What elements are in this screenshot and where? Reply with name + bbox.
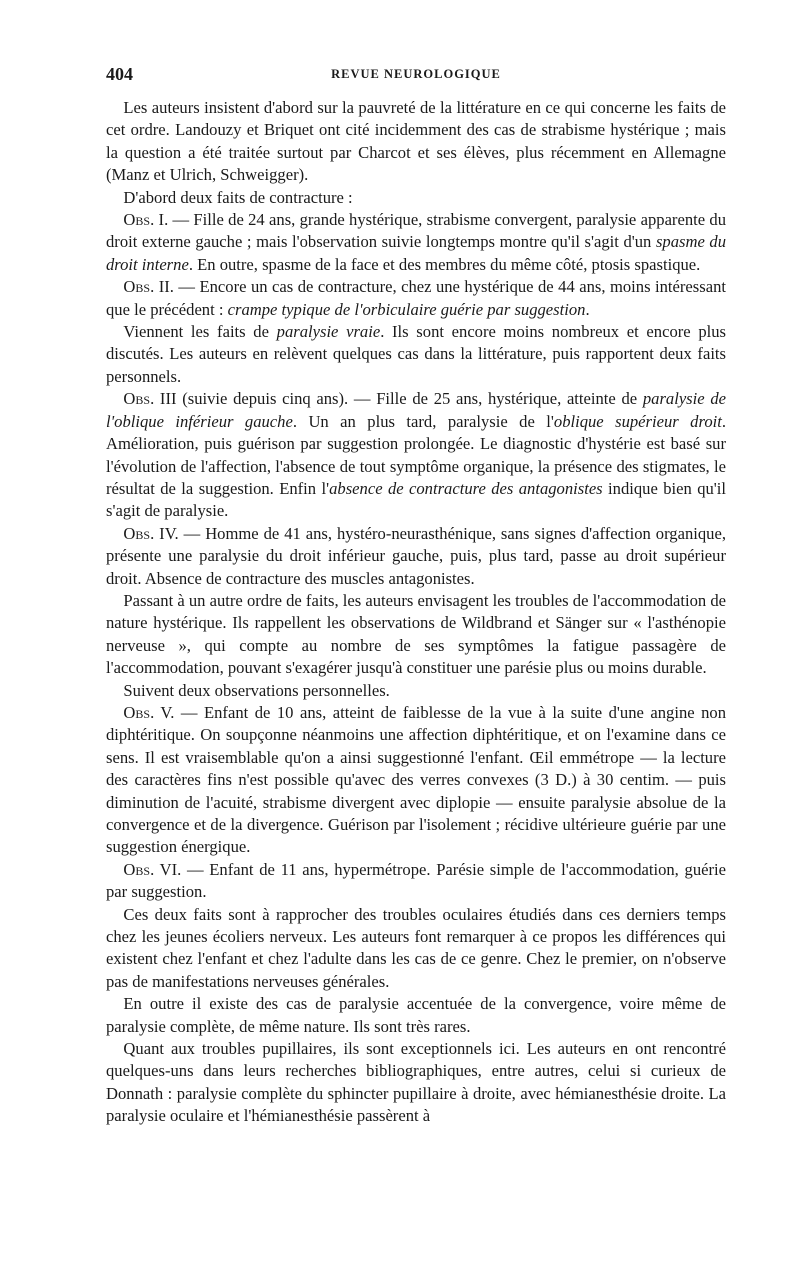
- paragraph-convergence: En outre il existe des cas de paralysie accentuée de la convergence, voire même de paralysie complète, de même nature. Ils sont très rares.: [106, 994, 726, 1036]
- obs-label: Obs. IV.: [123, 523, 179, 543]
- running-head: REVUE NEUROLOGIQUE: [331, 67, 501, 81]
- observation-1: Obs. I. — Fille de 24 ans, grande hystérique, strabisme convergent, paralysie apparente du droit externe gauche ; mais l'observation suivie longtemps montre qu'il s'agit d'un spasme du droit interne. En outre, spasme de la face et des membres du même côté, ptosis spastique.: [106, 210, 726, 274]
- paragraph-accommodation: Passant à un autre ordre de faits, les auteurs envisagent les troubles de l'accommodation de nature hystérique. Ils rappellent les observations de Wildbrand et Sänger sur « l'asthénopie nerveuse », qui compte au nombre de ses symptômes la fatigue passagère de l'accommodation, pouvant s'exagérer jusqu'à constituer une parésie plus ou moins durable.: [106, 590, 726, 678]
- observation-5: Obs. V. — Enfant de 10 ans, atteint de faiblesse de la vue à la suite d'une angine non diphtéritique. On soupçonne néanmoins une affection diphtéritique, et on l'examine dans ce sens. Il est vraisemblable qu'on a ainsi suggestionné l'enfant. Œil emmétrope — la lecture des caractères fins n'est possible qu'avec des verres convexes (3 D.) à 30 centim. — puis diminution de l'acuité, strabisme divergent avec diplopie — ensuite paralysie absolue de la convergence et de la divergence. Guérison par l'isolement ; récidive ultérieure guérie par une suggestion énergique.: [106, 702, 726, 857]
- paragraph-paralysie-vraie: Viennent les faits de paralysie vraie. Ils sont encore moins nombreux et encore plus discutés. Les auteurs en relèvent quelques cas dans la littérature, puis rapportent deux faits personnels.: [106, 322, 726, 386]
- obs-label: Obs. II.: [123, 277, 174, 297]
- paragraph-ecoliers: Ces deux faits sont à rapprocher des troubles oculaires étudiés dans ces derniers temps chez les jeunes écoliers nerveux. Les auteurs font remarquer à ce propos les différences qui existent chez l'enfant et chez l'adulte dans les cas de ce genre. Chez le premier, on n'observe pas de manifestations nerveuses générales.: [106, 904, 726, 991]
- observation-3: Obs. III (suivie depuis cinq ans). — Fille de 25 ans, hystérique, atteinte de paralysie de l'oblique inférieur gauche. Un an plus tard, paralysie de l'oblique supérieur droit. Amélioration, puis guérison par suggestion prolongée. Le diagnostic d'hystérie est basé sur l'évolution de l'affection, l'absence de tout symptôme organique, la présence des stigmates, le résultat de la suggestion. Enfin l'absence de contracture des antagonistes indique bien qu'il s'agit de paralysie.: [106, 389, 727, 521]
- observation-4: Obs. IV. — Homme de 41 ans, hystéro-neurasthénique, sans signes d'affection organique, présente une paralysie du droit inférieur gauche, puis, plus tard, passe au droit supérieur droit. Absence de contracture des muscles antagonistes.: [106, 523, 726, 588]
- page-number: 404: [106, 64, 133, 84]
- obs-label: Obs. V.: [123, 702, 175, 722]
- observation-6: Obs. VI. — Enfant de 11 ans, hypermétrope. Parésie simple de l'accommodation, guérie par suggestion.: [106, 859, 726, 902]
- obs-label: Obs. I.: [123, 210, 169, 230]
- paragraph-pupillaires: Quant aux troubles pupillaires, ils sont exceptionnels ici. Les auteurs en ont rencontré quelques-uns dans leurs recherches bibliographiques, entre autres, celui si curieux de Donnath : paralysie complète du sphincter pupillaire à droite, avec hémianesthésie droite. La paralysie oculaire et l'hémianesthésie passèrent à: [106, 1039, 726, 1126]
- paragraph-contracture-intro: D'abord deux faits de contracture :: [123, 187, 353, 207]
- observation-2: Obs. II. — Encore un cas de contracture, chez une hystérique de 44 ans, moins intéressant que le précédent : crampe typique de l'orbiculaire guérie par suggestion.: [106, 277, 726, 319]
- obs-label: Obs. III: [123, 389, 177, 409]
- paragraph-personal-observations: Suivent deux observations personnelles.: [123, 680, 390, 700]
- body-text: [106, 97, 726, 1128]
- page-header: [106, 64, 726, 86]
- obs-label: Obs. VI.: [123, 859, 182, 879]
- paragraph-intro: Les auteurs insistent d'abord sur la pauvreté de la littérature en ce qui concerne les faits de cet ordre. Landouzy et Briquet ont cité incidemment des cas de strabisme hystérique ; mais la question a été traitée surtout par Charcot et ses élèves, plus récemment en Allemagne (Manz et Ulrich, Schweigger).: [106, 98, 726, 185]
